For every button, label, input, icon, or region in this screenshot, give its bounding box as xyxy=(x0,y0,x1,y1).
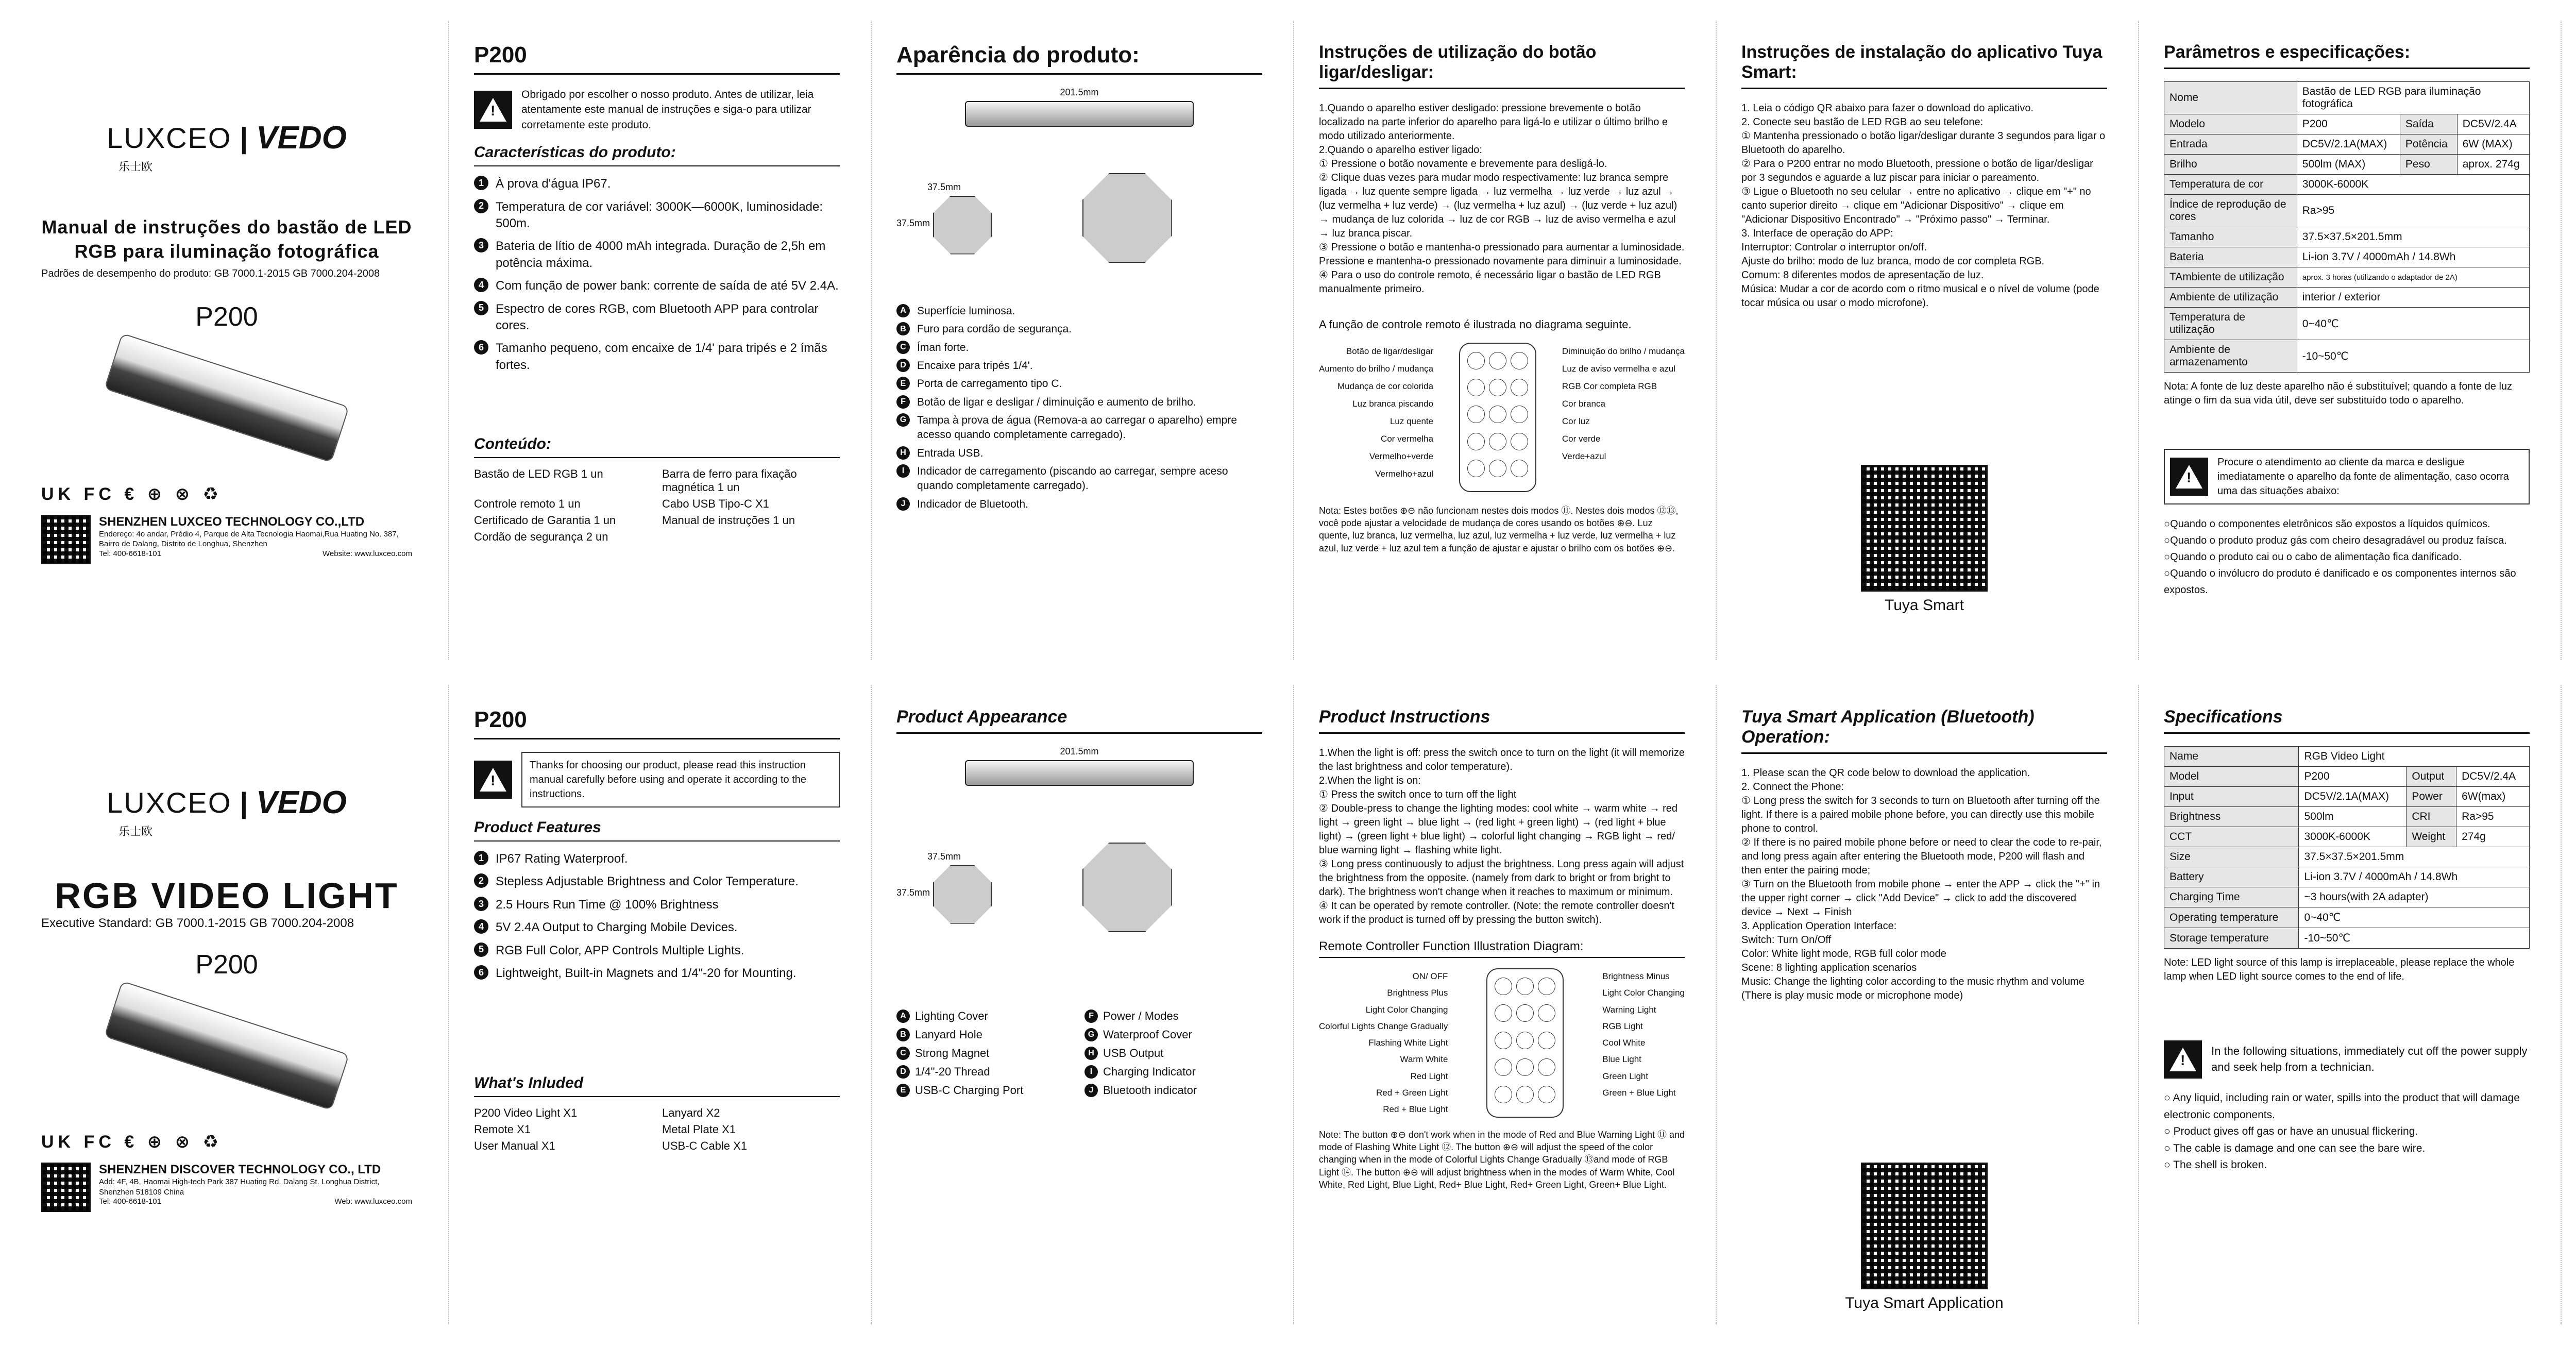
spec-warning-list: ○Quando o componentes eletrônicos são expostos a líquidos químicos. ○Quando o produto produz gás com cheiro desagradável ou produz faísca. ○Quando o produto cai ou o cabo de alimentação fica danificado. ○Quando o invólucro do produto é danificado e os componentes internos são expostos. xyxy=(2164,518,2516,596)
intro-warning xyxy=(474,87,840,132)
warning-icon xyxy=(2164,1040,2202,1079)
app-panel-pt xyxy=(1721,21,2128,660)
contents-list: Bastão de LED RGB 1 un Barra de ferro para fixação magnética 1 un Controle remoto 1 un Cabo USB Tipo-C X1 Certificado de Garantia 1 un Manual de instruções 1 un Cordão de segurança 2 un xyxy=(474,467,797,544)
instructions-panel-pt xyxy=(1298,21,1705,660)
lamp-side-view xyxy=(965,101,1194,127)
feature-item: 1 IP67 Rating Waterproof. xyxy=(474,851,840,867)
luxceo-logo: LUXCEO xyxy=(107,122,232,154)
spec-table xyxy=(2164,81,2530,373)
app-panel-en xyxy=(1721,685,2128,1324)
tuya-label: Tuya Smart xyxy=(1885,597,1964,614)
remote-control xyxy=(1486,968,1564,1118)
contents-title: Conteúdo: xyxy=(474,435,840,458)
spec-warning: ! In the following situations, immediately cut off the power supply and seek help from a technician. xyxy=(2164,1040,2530,1079)
company-block xyxy=(41,515,412,564)
notes-panel-en xyxy=(2566,685,2576,1324)
tuya-qr-code[interactable] xyxy=(1861,465,1988,592)
feature-item: 3 Bateria de lítio de 4000 mAh integrada. Duração de 2,5h em potência máxima. xyxy=(474,238,840,272)
parts-list: A Superfície luminosa. B Furo para cordão de segurança. C Íman forte. D Encaixe para tripés 1/4'. E Porta de carregamento tipo C. F Botão de ligar e desligar / diminuição e aumento de brilho. G Tampa à prova de água (Remova-a ao carregar o aparelho) empre acesso quando completamente carregado). H Entrada USB. I Indicador de carregamento (piscando ao carregar, sempre aceso quando completamente carregado). J Indicador de Bluetooth. xyxy=(896,304,1262,512)
table-row: Tamanho 37.5×37.5×201.5mm xyxy=(2164,227,2530,247)
cover-panel-en xyxy=(21,685,433,1324)
table-row: Size 37.5×37.5×201.5mm xyxy=(2164,847,2530,867)
manual-title: RGB VIDEO LIGHT xyxy=(55,876,399,916)
length-dimension: 201.5mm xyxy=(1060,746,1099,756)
brand-cn: 乐士欧 xyxy=(118,825,153,838)
spec-title: Parâmetros e especificações: xyxy=(2164,42,2530,69)
company-name: SHENZHEN LUXCEO TECHNOLOGY CO.,LTD xyxy=(99,514,365,529)
lamp-end-view xyxy=(933,865,992,924)
table-row: Name RGB Video Light xyxy=(2164,747,2530,767)
table-row: Battery Li-ion 3.7V / 4000mAh / 14.8Wh xyxy=(2164,867,2530,887)
vedo-logo: VEDO xyxy=(256,785,347,820)
table-row: Bateria Li-ion 3.7V / 4000mAh / 14.8Wh xyxy=(2164,247,2530,267)
tuya-label: Tuya Smart Application xyxy=(1845,1294,2004,1311)
table-row: Temperatura de cor 3000K-6000K xyxy=(2164,175,2530,195)
cert-marks: UK FC € ⊕ ⊗ ♻ xyxy=(41,1132,223,1152)
table-row: CCT 3000K-6000K Weight 274g xyxy=(2164,827,2530,847)
tuya-qr-block xyxy=(1741,465,2107,614)
feature-item: 5 RGB Full Color, APP Controls Multiple Lights. xyxy=(474,943,840,959)
company-web[interactable]: Web: www.luxceo.com xyxy=(334,1197,412,1206)
height-dimension: 37.5mm xyxy=(896,887,930,898)
warning-icon xyxy=(474,761,512,799)
remote-diagram xyxy=(1319,968,1685,1118)
feature-item: 4 Com função de power bank: corrente de saída de até 5V 2.4A. xyxy=(474,278,840,294)
feature-item: 2 Stepless Adjustable Brightness and Color Temperature. xyxy=(474,873,840,890)
vedo-logo: VEDO xyxy=(256,120,347,156)
company-address: Add: 4F, 4B, Haomai High-tech Park 387 Huating Rd. Dalang St. Longhua District, Shenzhen 518109 China xyxy=(99,1177,380,1197)
spec-panel-en xyxy=(2143,685,2550,1324)
model-name: P200 xyxy=(195,301,258,332)
model-name: P200 xyxy=(195,950,258,980)
table-row: Temperatura de utilização 0~40℃ xyxy=(2164,308,2530,340)
intro-warning xyxy=(474,752,840,807)
company-tel: Tel: 400-6618-101 xyxy=(99,1197,161,1206)
length-dimension: 201.5mm xyxy=(1060,87,1099,97)
remote-diagram xyxy=(1319,343,1685,492)
company-qr xyxy=(41,515,91,564)
p2-title: P200 xyxy=(474,42,840,75)
remote-left-labels: ON/ OFF Brightness Plus Light Color Changing Colorful Lights Change Gradually Flashing White Light Warm White Red Light Red + Green Light Red + Blue Light xyxy=(1319,971,1448,1115)
feature-item: 6 Tamanho pequeno, com encaixe de 1/4' para tripés e 2 ímãs fortes. xyxy=(474,340,840,374)
lamp-bottom-view xyxy=(1082,843,1172,932)
table-row: Modelo P200 Saída DC5V/2.4A xyxy=(2164,114,2530,134)
appearance-title: Product Appearance xyxy=(896,707,1262,734)
warning-icon xyxy=(474,91,512,129)
table-row: Model P200 Output DC5V/2.4A xyxy=(2164,767,2530,787)
remote-note: Nota: Estes botões ⊕⊖ não funcionam nestes dois modos ⑪. Nestes dois modos ⑫⑬, você pode ajustar a velocidade de mudança de cores usando os botões ⊕⊖. Luz quente, luz branca, luz vermelha, luz azul, luz vermelha + luz verde, luz vermelha + luz azul, luz verde + luz azul tem a função de ajustar e ajustar o brilho com os botões ⊕⊖. xyxy=(1319,505,1679,553)
brand-logos: LUXCEO | VEDO xyxy=(107,120,347,156)
manual-title: Manual de instruções do bastão de LED RGB para iluminação fotográfica xyxy=(41,216,412,262)
table-row: Operating temperature 0~40℃ xyxy=(2164,907,2530,928)
instructions-panel-en xyxy=(1298,685,1705,1324)
features-list xyxy=(474,851,840,982)
appearance-panel-en xyxy=(876,685,1283,1324)
brand-logos: LUXCEO | VEDO xyxy=(107,785,347,820)
height-dimension: 37.5mm xyxy=(896,218,930,228)
remote-note: Note: The button ⊕⊖ don't work when in the mode of Red and Blue Warning Light ⑪ and mode of Flashing White Light ⑫. The button ⊕⊖ will adjust the speed of the color changing when in the mode of Colorful Lights Change Gradually ⑬and mode of RGB Light ⑭. The button ⊕⊖ will adjust brightness when in the modes of Warm White, Cool White, Red Light, Blue Light, Red+ Blue Light, Red+ Green Light, Green+ Blue Light. xyxy=(1319,1129,1685,1190)
english-band xyxy=(0,685,2576,1324)
instructions-title: Instruções de utilização do botão ligar/desligar: xyxy=(1319,42,1685,89)
lamp-end-view xyxy=(933,196,992,255)
table-row: Brightness 500lm CRI Ra>95 xyxy=(2164,807,2530,827)
appearance-panel-pt xyxy=(876,21,1283,660)
instructions-text: 1.When the light is off: press the switch once to turn on the light (it will memorize the last brightness and color temperature). 2.When the light is on: ① Press the switch once to turn off the light ② Double-press to change the lighting modes: cool white → warm white → red light → green light → blue light → (red light + green light) → (red light + blue light) → (green light + blue light) → colorful light changing → RGB light → red/ blue warning light → flashing white light. ③ Long press continuously to adjust the brightness. Long press again will adjust the brightness from the opposite. (namely from dark to bright or from bright to dark). The brightness won't change when it reaches to maximum or minimum. ④ It can be operated by remote controller. (Note: the remote controller doesn't work if the product is turned off by pressing the button switch). xyxy=(1319,747,1685,926)
table-row: Charging Time ~3 hours(with 2A adapter) xyxy=(2164,887,2530,907)
brand-cn: 乐士欧 xyxy=(118,160,153,173)
contents-title: What's Inluded xyxy=(474,1074,840,1097)
table-row: Nome Bastão de LED RGB para iluminação fotográfica xyxy=(2164,82,2530,114)
table-row: TAmbiente de utilização aprox. 3 horas (utilizando o adaptador de 2A) xyxy=(2164,267,2530,288)
table-row: Storage temperature -10~50℃ xyxy=(2164,928,2530,949)
appearance-title: Aparência do produto: xyxy=(896,42,1262,75)
company-tel: Tel: 400-6618-101 xyxy=(99,549,161,558)
cover-panel-pt xyxy=(21,21,433,660)
intro-warning-text: Thanks for choosing our product, please read this instruction manual carefully before using and operate it according to the instructions. xyxy=(521,752,840,807)
spec-table xyxy=(2164,746,2530,949)
width-dimension: 37.5mm xyxy=(927,181,961,192)
feature-item: 2 Temperatura de cor variável: 3000K—6000K, luminosidade: 500m. xyxy=(474,199,840,232)
table-row: Ambiente de utilização interior / exterior xyxy=(2164,288,2530,308)
spec-title: Specifications xyxy=(2164,707,2530,734)
cert-marks: UK FC € ⊕ ⊗ ♻ xyxy=(41,484,223,504)
parts-legend: A Lighting Cover F Power / Modes B Lanyard Hole G Waterproof Cover C Strong Magnet H USB Output D 1/4"-20 Thread I Charging Indicator E USB-C Charging Port J Bluetooth indicator xyxy=(896,1009,1262,1097)
feature-item: 5 Espectro de cores RGB, com Bluetooth APP para controlar cores. xyxy=(474,301,840,334)
instructions-text: 1.Quando o aparelho estiver desligado: pressione brevemente o botão localizado na parte inferior do aparelho para ligá-lo e utilizar o último brilho e modo utilizado anteriormente. 2.Quando o aparelho estiver ligado: ① Pressione o botão novamente e brevemente para desligá-lo. ② Clique duas vezes para mudar modo respectivamente: luz branca sempre ligada → luz quente sempre ligada → luz vermelha → luz verde → luz azul → (luz vermelha + luz verde) → (luz vermelha + luz azul) → (luz verde + luz azul) → mudança de luz colorida → luz de cor RGB → luz de aviso vermelha e azul → luz branca piscar. ③ Pressione o botão e mantenha-o pressionado para aumentar a luminosidade. Pressione e mantenha-o pressionado novamente para diminuir a luminosidade. ④ Para o uso do controle remoto, é necessário ligar o bastão de LED RGB manualmente primeiro. A função de controle remoto é ilustrada no diagrama seguinte. xyxy=(1319,103,1685,331)
remote-right-labels: Diminuição do brilho / mudança Luz de aviso vermelha e azul RGB Cor completa RGB Cor branca Cor luz Cor verde Verde+azul xyxy=(1562,346,1685,461)
spec-warning-list: ○ Any liquid, including rain or water, spills into the product that will damage electronic components. ○ Product gives off gas or have an unusual flickering. ○ The cable is damage and one can see the bare wire. ○ The shell is broken. xyxy=(2164,1092,2520,1171)
portuguese-band xyxy=(0,21,2576,660)
table-row: Índice de reprodução de cores Ra>95 xyxy=(2164,195,2530,227)
feature-item: 6 Lightweight, Built-in Magnets and 1/4"-20 for Mounting. xyxy=(474,965,840,982)
app-instructions: 1. Please scan the QR code below to download the application. 2. Connect the Phone: ① Long press the switch for 3 seconds to turn on Bluetooth after turning off the light. If there is a paired mobile phone before, you can directly use this mobile phone to control. ② If there is no paired mobile phone before or need to clear the code to re-pair, and long press again after entering the Bluetooth mode, P200 will flash and then enter the pairing mode; ③ Turn on the Bluetooth from mobile phone → enter the APP → click the "+" in the upper right corner → click "Add Device" → click to add the discovered device → Next → Finish 3. Application Operation Interface: Switch: Turn On/Off Color: White light mode, RGB full color mode Scene: 8 lighting application scenarios Music: Change the lighting color according to the music rhythm and volume (There is play music mode or microphone mode) xyxy=(1741,767,2102,1001)
table-row: Entrada DC5V/2.1A(MAX) Potência 6W (MAX) xyxy=(2164,134,2530,155)
spec-warning: ! Procure o atendimento ao cliente da marca e desligue imediatamente o aparelho da fonte de alimentação, caso ocorra uma das situações abaixo: xyxy=(2164,449,2530,504)
luxceo-logo: LUXCEO xyxy=(107,786,232,819)
spec-note: Nota: A fonte de luz deste aparelho não é substituível; quando a fonte de luz atinge o fim da sua vida útil, deve ser substituído todo o aparelho. xyxy=(2164,381,2513,406)
instructions-title: Product Instructions xyxy=(1319,707,1685,734)
company-address: Endereço: 4o andar, Prédio 4, Parque de Alta Tecnologia Haomai,Rua Huating No. 387, Bairro de Dalang, Distrito de Longhua, Shenzhen xyxy=(99,529,399,549)
contents-list: P200 Video Light X1 Lanyard X2 Remote X1 Metal Plate X1 User Manual X1 USB-C Cable X1 xyxy=(474,1106,748,1153)
width-dimension: 37.5mm xyxy=(927,851,961,862)
app-title: Tuya Smart Application (Bluetooth) Operation: xyxy=(1741,707,2107,754)
warning-icon xyxy=(2170,458,2208,496)
standard-text: Padrões de desempenho do produto: GB 7000.1-2015 GB 7000.204-2008 xyxy=(41,267,380,279)
lamp-bottom-view xyxy=(1082,173,1172,263)
p2-title: P200 xyxy=(474,707,840,739)
lamp-illustration xyxy=(104,333,350,463)
features-title: Product Features xyxy=(474,819,840,842)
intro-warning-text: Obrigado por escolher o nosso produto. Antes de utilizar, leia atentamente este manual de instruções e siga-o para utilizar corretamente este produto. xyxy=(521,89,814,131)
company-name: SHENZHEN DISCOVER TECHNOLOGY CO., LTD xyxy=(99,1163,381,1176)
standard-text: Executive Standard: GB 7000.1-2015 GB 7000.204-2008 xyxy=(41,916,354,930)
features-list xyxy=(474,176,840,374)
feature-item: 4 5V 2.4A Output to Charging Mobile Devices. xyxy=(474,919,840,936)
table-row: Brilho 500lm (MAX) Peso aprox. 274g xyxy=(2164,155,2530,175)
notes-panel-pt xyxy=(2566,21,2576,660)
spec-panel-pt xyxy=(2143,21,2550,660)
feature-item: 1 À prova d'água IP67. xyxy=(474,176,840,192)
spec-note: Note: LED light source of this lamp is irreplaceable, please replace the whole lamp when LED light source comes to the end of life. xyxy=(2164,957,2515,982)
lamp-side-view xyxy=(965,760,1194,786)
lamp-illustration xyxy=(104,981,350,1111)
features-panel-pt xyxy=(453,21,860,660)
feature-item: 3 2.5 Hours Run Time @ 100% Brightness xyxy=(474,897,840,913)
remote-title: Remote Controller Function Illustration Diagram: xyxy=(1319,939,1685,958)
company-web[interactable]: Website: www.luxceo.com xyxy=(323,549,412,558)
tuya-qr-block xyxy=(1741,1163,2107,1312)
app-title: Instruções de instalação do aplicativo Tuya Smart: xyxy=(1741,42,2107,89)
features-panel-en xyxy=(453,685,860,1324)
remote-left-labels: Botão de ligar/desligar Aumento do brilho / mudança Mudança de cor colorida Luz branca piscando Luz quente Cor vermelha Vermelho+verde Vermelho+azul xyxy=(1319,346,1434,479)
company-block xyxy=(41,1163,412,1212)
company-qr xyxy=(41,1163,91,1212)
remote-control xyxy=(1459,343,1536,492)
app-instructions: 1. Leia o código QR abaixo para fazer o download do aplicativo. 2. Conecte seu bastão de LED RGB ao seu telefone: ① Mantenha pressionado o botão ligar/desligar durante 3 segundos para ligar o Bluetooth do aparelho. ② Para o P200 entrar no modo Bluetooth, pressione o botão de ligar/desligar por 3 segundos e aguarde a luz piscar para iniciar o pareamento. ③ Ligue o Bluetooth no seu celular → entre no aplicativo → clique em "+" no canto superior direito → clique em "Adicionar Dispositivo" → clique em "Adicionar Dispositivo Encontrado" → "Próximo passo" → Terminar. 3. Interface de operação do APP: Interruptor: Controlar o interruptor on/off. Ajuste do brilho: modo de luz branca, modo de cor completa RGB. Comum: 8 diferentes modos de apresentação de luz. Música: Mudar a cor de acordo com o ritmo musical e o nível de volume (pode tocar música ou usar o modo microfone). xyxy=(1741,103,2106,309)
tuya-qr-code[interactable] xyxy=(1861,1163,1988,1289)
table-row: Ambiente de armazenamento -10~50℃ xyxy=(2164,340,2530,373)
table-row: Input DC5V/2.1A(MAX) Power 6W(max) xyxy=(2164,787,2530,807)
features-title: Características do produto: xyxy=(474,144,840,166)
remote-right-labels: Brightness Minus Light Color Changing Warning Light RGB Light Cool White Blue Light Green Light Green + Blue Light xyxy=(1602,971,1685,1098)
